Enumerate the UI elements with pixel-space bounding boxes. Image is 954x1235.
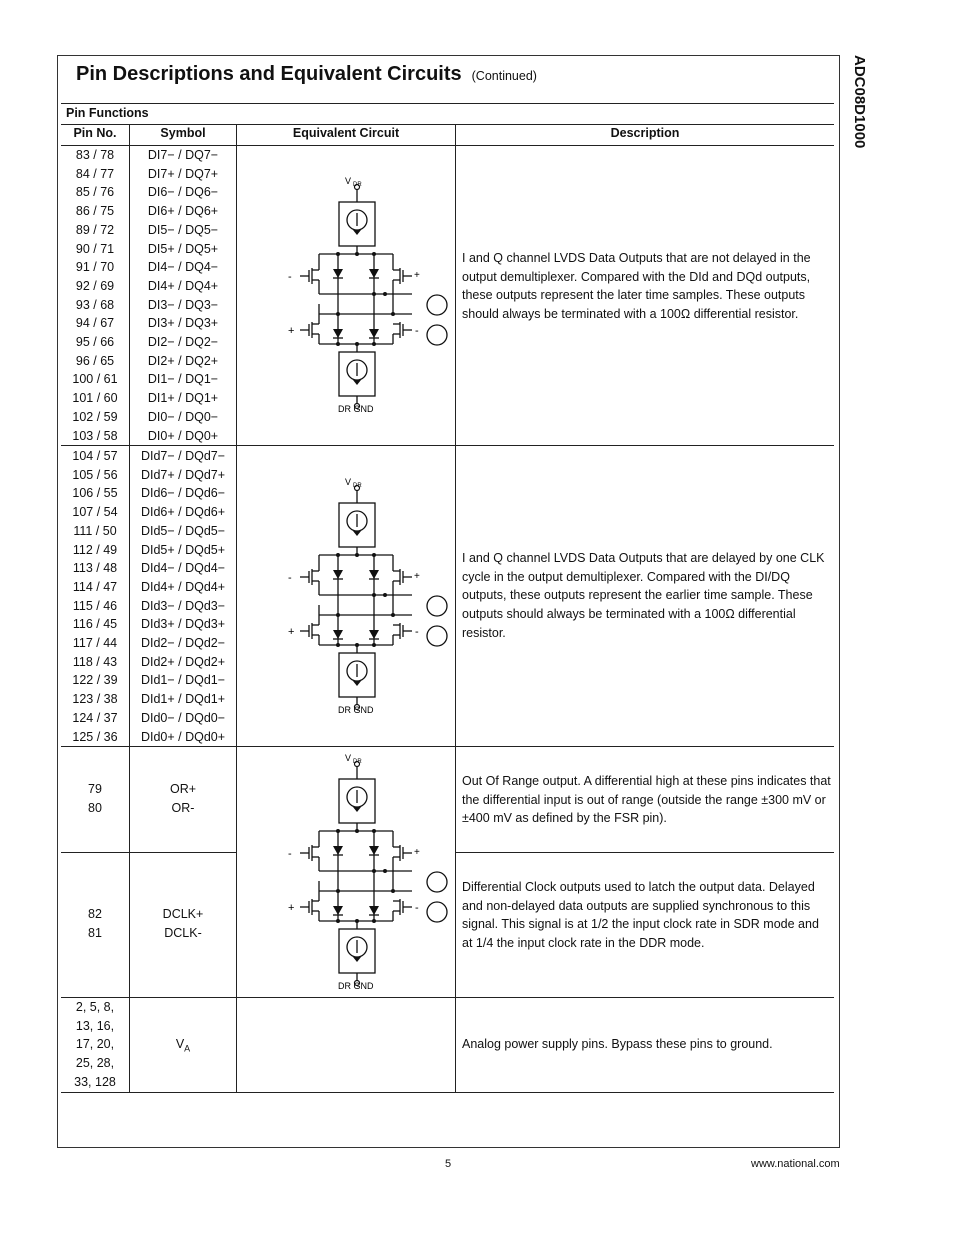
header-symbol: Symbol xyxy=(160,126,206,140)
list-item: 115 / 46 xyxy=(72,598,118,613)
list-item: 94 / 67 xyxy=(75,316,115,331)
description-text: Differential Clock outputs used to latch the output data. Delayed and non-delayed data outputs are supplied synchronous to this signal. This signal is at 1/2 the input clock rate in SDR mode and at 1/4 the input clock rate in the DDR mode. xyxy=(462,880,819,951)
list-item: DId6− / DQd6− xyxy=(140,486,226,501)
header-equivalent-circuit: Equivalent Circuit xyxy=(292,126,400,140)
list-item: DI7+ / DQ7+ xyxy=(147,166,219,181)
list-item: DId0+ / DQd0+ xyxy=(140,729,226,744)
list-item: 124 / 37 xyxy=(72,710,118,725)
list-item: 112 / 49 xyxy=(72,542,118,557)
equivalent-circuit-diagram xyxy=(262,174,462,419)
table-bottom-rule xyxy=(61,1092,834,1093)
list-item: 107 / 54 xyxy=(72,505,118,520)
page-title: Pin Descriptions and Equivalent Circuits (Continued) xyxy=(76,63,537,85)
list-item: DI1+ / DQ1+ xyxy=(147,391,219,406)
supply-label: V xyxy=(345,176,352,186)
header-top-rule xyxy=(61,124,834,125)
list-item: 91 / 70 xyxy=(75,260,115,275)
list-item: 100 / 61 xyxy=(72,372,118,387)
list-item: 117 / 44 xyxy=(72,636,118,651)
list-item: 111 / 50 xyxy=(73,523,117,538)
list-item: DI3− / DQ3− xyxy=(147,297,219,312)
list-item: 85 / 76 xyxy=(75,185,115,200)
minus-label: - xyxy=(288,848,292,860)
list-item: 86 / 75 xyxy=(75,204,115,219)
minus-label: - xyxy=(288,572,292,584)
symbol-list xyxy=(130,447,236,746)
row-rule xyxy=(455,852,834,853)
list-item: DI6− / DQ6− xyxy=(147,185,219,200)
website-url: www.national.com xyxy=(751,1158,840,1170)
list-item: DId0− / DQd0− xyxy=(140,710,226,725)
lvds-output-circuit xyxy=(262,751,462,991)
list-item: DId3− / DQd3− xyxy=(140,598,226,613)
list-item: DId1+ / DQd1+ xyxy=(140,692,226,707)
list-item: DId4+ / DQd4+ xyxy=(140,579,226,594)
list-item: DId7+ / DQd7+ xyxy=(140,467,226,482)
list-item: 105 / 56 xyxy=(72,467,118,482)
list-item: 116 / 45 xyxy=(72,617,118,632)
ground-label: DR GND xyxy=(338,705,374,715)
list-item: 95 / 66 xyxy=(75,335,115,350)
list-item: DI2+ / DQ2+ xyxy=(147,353,219,368)
plus-label: + xyxy=(414,270,420,281)
list-item: 122 / 39 xyxy=(72,673,118,688)
list-item: 93 / 68 xyxy=(75,297,115,312)
lvds-output-circuit xyxy=(262,475,462,715)
list-item: DI5+ / DQ5+ xyxy=(147,241,219,256)
plus-label: + xyxy=(288,626,295,638)
list-item: 103 / 58 xyxy=(72,428,118,443)
pin-list xyxy=(61,447,129,746)
description-text: Analog power supply pins. Bypass these pins to ground. xyxy=(462,1037,773,1051)
list-item: 92 / 69 xyxy=(75,278,115,293)
column-rule xyxy=(236,124,237,1092)
list-item: DI4+ / DQ4+ xyxy=(147,278,219,293)
supply-subscript: DR xyxy=(353,182,362,188)
list-item: 81 xyxy=(88,925,102,940)
list-item: DId2+ / DQd2+ xyxy=(140,654,226,669)
plus-label: + xyxy=(414,571,420,582)
list-item: 25, 28, xyxy=(75,1056,115,1071)
pin-list xyxy=(61,905,129,942)
section-rule xyxy=(61,103,834,104)
list-item: DId5+ / DQd5+ xyxy=(140,542,226,557)
list-item: DId4− / DQd4− xyxy=(140,561,226,576)
plus-label: + xyxy=(288,902,295,914)
lvds-output-circuit xyxy=(262,174,462,414)
equivalent-circuit-diagram xyxy=(262,475,462,720)
continued-label: (Continued) xyxy=(471,69,537,83)
list-item: DId6+ / DQd6+ xyxy=(140,505,226,520)
list-item: DId5− / DQd5− xyxy=(140,523,226,538)
list-item: 33, 128 xyxy=(74,1074,116,1089)
pin-list xyxy=(61,146,129,445)
minus-label: - xyxy=(415,902,419,914)
list-item: 118 / 43 xyxy=(72,654,118,669)
list-item: DI4− / DQ4− xyxy=(147,260,219,275)
list-item: 114 / 47 xyxy=(72,579,118,594)
list-item: DId1− / DQd1− xyxy=(140,673,226,688)
list-item: DI0+ / DQ0+ xyxy=(147,428,219,443)
list-item: 102 / 59 xyxy=(72,409,118,424)
header-description: Description xyxy=(610,126,680,140)
list-item: 113 / 48 xyxy=(72,561,118,576)
ground-label: DR GND xyxy=(338,981,374,991)
list-item: 80 xyxy=(88,800,102,815)
list-item: DI0− / DQ0− xyxy=(147,409,219,424)
pin-list xyxy=(61,780,129,817)
list-item: 13, 16, xyxy=(75,1018,115,1033)
list-item: DI6+ / DQ6+ xyxy=(147,204,219,219)
pin-list xyxy=(61,998,129,1092)
symbol-list xyxy=(130,905,236,942)
list-item: DI2− / DQ2− xyxy=(147,335,219,350)
supply-subscript: DR xyxy=(353,759,362,765)
page-number: 5 xyxy=(445,1158,452,1170)
part-number: ADC08D1000 xyxy=(851,55,868,149)
list-item: DI3+ / DQ3+ xyxy=(147,316,219,331)
section-title: Pin Functions xyxy=(66,106,149,120)
description-text: I and Q channel LVDS Data Outputs that are delayed by one CLK cycle in the output demultiplexer. Compared with the DI/DQ outputs, these outputs represent the earlier time sample. These outputs should always be terminated with a 100Ω differential resistor. xyxy=(462,551,825,640)
list-item: DId3+ / DQd3+ xyxy=(140,617,226,632)
description-text: Out Of Range output. A differential high at these pins indicates that the differential input is out of range (outside the range ±300 mV or ±400 mV as defined by the FSR pin). xyxy=(462,774,831,826)
list-item: 123 / 38 xyxy=(72,692,118,707)
list-item: 89 / 72 xyxy=(75,222,115,237)
minus-label: - xyxy=(415,325,419,337)
plus-label: + xyxy=(414,847,420,858)
list-item: 104 / 57 xyxy=(72,449,118,463)
list-item: DId2− / DQd2− xyxy=(140,636,226,651)
description-text: I and Q channel LVDS Data Outputs that are not delayed in the output demultiplexer. Compared with the DId and DQd outputs, these outputs represent the later time samples. These outputs should always be terminated with a 100Ω differential resistor. xyxy=(462,251,811,322)
row-rule xyxy=(61,997,834,998)
list-item: DI5− / DQ5− xyxy=(147,222,219,237)
plus-label: + xyxy=(288,325,295,337)
list-item: 101 / 60 xyxy=(72,391,118,406)
supply-subscript: DR xyxy=(353,483,362,489)
ground-label: DR GND xyxy=(338,404,374,414)
list-item: DCLK- xyxy=(164,925,202,940)
header-pin-no: Pin No. xyxy=(73,126,117,140)
list-item: 96 / 65 xyxy=(75,353,115,368)
list-item: OR+ xyxy=(169,782,197,796)
list-item: 82 xyxy=(88,907,102,921)
row-rule xyxy=(61,852,237,853)
list-item: 79 xyxy=(88,782,102,796)
equivalent-circuit-diagram xyxy=(262,751,462,996)
list-item: DCLK+ xyxy=(162,907,204,921)
list-item: 84 / 77 xyxy=(75,166,115,181)
minus-label: - xyxy=(415,626,419,638)
list-item: 90 / 71 xyxy=(75,241,115,256)
supply-label: V xyxy=(345,753,352,763)
minus-label: - xyxy=(288,271,292,283)
symbol-va: $V_A$ xyxy=(175,1037,191,1054)
supply-label: V xyxy=(345,477,352,487)
list-item: 83 / 78 xyxy=(75,148,115,162)
list-item: 2, 5, 8, xyxy=(75,1000,115,1014)
list-item: 17, 20, xyxy=(75,1037,115,1052)
symbol-list xyxy=(130,780,236,817)
list-item: 106 / 55 xyxy=(72,486,118,501)
symbol-list xyxy=(130,146,236,445)
list-item: DI7− / DQ7− xyxy=(147,148,219,162)
list-item: DI1− / DQ1− xyxy=(147,372,219,387)
list-item: DId7− / DQd7− xyxy=(140,449,226,463)
list-item: OR- xyxy=(171,800,195,815)
list-item: 125 / 36 xyxy=(72,729,118,744)
